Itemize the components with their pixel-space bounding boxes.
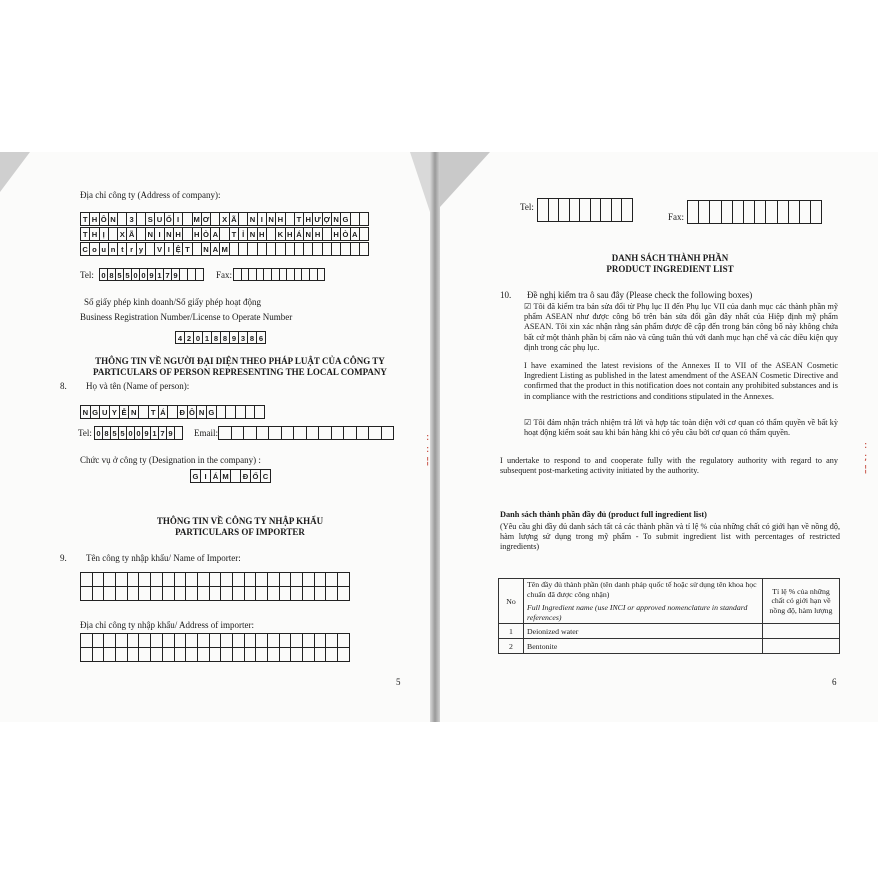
tel2-label: Tel: <box>78 428 92 438</box>
license-number-field[interactable] <box>175 331 265 344</box>
char-cell: Ễ <box>119 405 130 419</box>
char-cell: 3 <box>238 331 248 344</box>
char-cell: N <box>201 242 211 256</box>
char-cell: I <box>154 227 164 241</box>
fax-label: Fax: <box>216 270 233 280</box>
char-cell: 1 <box>150 426 159 440</box>
char-cell: Á <box>294 227 304 241</box>
char-cell: 8 <box>220 331 230 344</box>
char-cell: S <box>145 212 155 226</box>
char-cell: 5 <box>115 268 124 281</box>
char-cell: 0 <box>99 268 108 281</box>
char-cell: X <box>117 227 127 241</box>
char-cell: y <box>136 242 146 256</box>
char-cell: M <box>219 242 229 256</box>
char-cell: 0 <box>193 331 203 344</box>
char-cell: T <box>80 227 90 241</box>
char-cell: 0 <box>139 268 148 281</box>
table-row <box>499 624 840 639</box>
fax-field[interactable] <box>233 268 324 281</box>
char-cell <box>231 426 245 440</box>
char-cell <box>195 268 204 281</box>
char-cell: T <box>229 227 239 241</box>
license-label-en: Business Registration Number/License to Operate Number <box>80 312 293 322</box>
char-cell <box>254 405 265 419</box>
char-cell: 3 <box>126 212 136 226</box>
char-cell <box>317 268 326 281</box>
char-cell <box>256 426 270 440</box>
importer-heading-en: PARTICULARS OF IMPORTER <box>175 527 305 537</box>
char-cell: 0 <box>134 426 143 440</box>
representative-heading-en: PARTICULARS OF PERSON REPRESENTING THE LOCAL COMPANY <box>93 367 387 377</box>
designation-label: Chức vụ ở công ty (Designation in the company) : <box>80 455 261 465</box>
char-cell: A <box>210 242 220 256</box>
char-cell <box>359 242 369 256</box>
person-tel-field[interactable] <box>94 426 182 440</box>
char-cell: H <box>89 227 99 241</box>
char-cell: o <box>89 242 99 256</box>
char-cell: 7 <box>158 426 167 440</box>
char-cell <box>381 426 395 440</box>
char-cell: Y <box>109 405 120 419</box>
row-ingredient-name: Deionized water <box>524 624 763 639</box>
char-cell: G <box>206 405 217 419</box>
char-cell: r <box>126 242 136 256</box>
right-tel-label: Tel: <box>520 202 534 212</box>
table-row <box>499 639 840 654</box>
char-cell: Ỉ <box>238 227 248 241</box>
char-cell: C <box>260 469 271 483</box>
char-cell: H <box>285 227 295 241</box>
char-cell: n <box>108 242 118 256</box>
char-cell <box>331 426 345 440</box>
char-cell: N <box>247 212 257 226</box>
char-cell: 8 <box>247 331 257 344</box>
char-cell: H <box>89 212 99 226</box>
char-cell: Ò <box>340 227 350 241</box>
char-cell: N <box>196 405 207 419</box>
char-cell: 4 <box>175 331 185 344</box>
char-cell: 9 <box>166 426 175 440</box>
char-cell: U <box>154 212 164 226</box>
col-pct-header: Tỉ lệ % của những chất có giới hạn về nồng độ, hàm lượng <box>763 579 840 624</box>
char-cell: G <box>90 405 101 419</box>
importer-address-row-2[interactable] <box>80 647 349 662</box>
representative-heading-vi: THÔNG TIN VỀ NGƯỜI ĐẠI DIỆN THEO PHÁP LUẬT CỦA CÔNG TY <box>95 356 385 366</box>
char-cell: H <box>275 212 285 226</box>
char-cell: N <box>108 212 118 226</box>
row-no: 1 <box>499 624 524 639</box>
address-row-3 <box>80 242 368 256</box>
char-cell <box>318 426 332 440</box>
license-label-vi: Số giấy phép kinh doanh/Số giấy phép hoạt động <box>84 297 261 307</box>
char-cell: M <box>220 469 231 483</box>
char-cell: H <box>312 227 322 241</box>
ingredient-list-heading-en: PRODUCT INGREDIENT LIST <box>606 264 734 274</box>
char-cell: u <box>99 242 109 256</box>
right-page-shadow <box>440 152 520 212</box>
char-cell: N <box>266 212 276 226</box>
char-cell: Đ <box>177 405 188 419</box>
char-cell <box>293 426 307 440</box>
col-name-header-en: Full Ingredient name (use INCI or approved nomenclature in standard references) <box>527 603 748 622</box>
designation-field[interactable] <box>190 469 270 483</box>
importer-heading-vi: THÔNG TIN VỀ CÔNG TY NHẬP KHẨU <box>156 516 324 526</box>
char-cell <box>368 426 382 440</box>
item-10-number: 10. <box>500 290 512 300</box>
char-cell <box>337 572 350 587</box>
char-cell: Á <box>210 469 221 483</box>
char-cell <box>359 227 369 241</box>
stamp-mark-left: : : ¦ <box>426 432 430 467</box>
row-percentage[interactable] <box>763 624 840 639</box>
char-cell: H <box>303 212 313 226</box>
char-cell: K <box>275 227 285 241</box>
char-cell: I <box>164 242 174 256</box>
char-cell: H <box>257 227 267 241</box>
ingredient-table <box>498 578 840 654</box>
row-ingredient-name: Bentonite <box>524 639 763 654</box>
char-cell: 8 <box>211 331 221 344</box>
char-cell: T <box>294 212 304 226</box>
importer-address-row-1[interactable] <box>80 633 349 648</box>
char-cell <box>337 586 350 601</box>
char-cell: Ố <box>250 469 261 483</box>
ingredient-list-heading-vi: DANH SÁCH THÀNH PHẦN <box>611 253 729 263</box>
char-cell: Ã <box>229 212 239 226</box>
char-cell: 1 <box>202 331 212 344</box>
char-cell: Ã <box>126 227 136 241</box>
char-cell: 9 <box>171 268 180 281</box>
char-cell: 0 <box>131 268 140 281</box>
char-cell: Ị <box>99 227 109 241</box>
char-cell: N <box>164 227 174 241</box>
char-cell: X <box>219 212 229 226</box>
importer-name-row-1[interactable] <box>80 572 349 587</box>
address-row-1 <box>80 212 368 226</box>
full-list-heading: Danh sách thành phần đầy đủ (product full ingredient list) <box>500 510 707 519</box>
table-header-row <box>499 579 840 624</box>
char-cell: M <box>192 212 202 226</box>
email-label: Email: <box>194 428 218 438</box>
person-name-label: Họ và tên (Name of person): <box>86 381 190 391</box>
person-email-field[interactable] <box>218 426 393 440</box>
char-cell: 8 <box>107 268 116 281</box>
char-cell: H <box>331 227 341 241</box>
char-cell: Ơ <box>201 212 211 226</box>
char-cell: T <box>148 405 159 419</box>
char-cell <box>218 426 232 440</box>
person-name-field[interactable] <box>80 405 264 419</box>
char-cell: N <box>303 227 313 241</box>
char-cell: 5 <box>123 268 132 281</box>
char-cell: 6 <box>256 331 266 344</box>
char-cell: G <box>190 469 201 483</box>
char-cell: N <box>128 405 139 419</box>
char-cell: Ố <box>164 212 174 226</box>
char-cell: 9 <box>147 268 156 281</box>
char-cell <box>343 426 357 440</box>
char-cell <box>174 426 183 440</box>
char-cell: 9 <box>229 331 239 344</box>
char-cell <box>306 426 320 440</box>
char-cell: I <box>173 212 183 226</box>
col-no-header: No <box>499 579 524 624</box>
char-cell: N <box>247 227 257 241</box>
page-number-right: 6 <box>832 677 837 687</box>
right-fax-field[interactable] <box>687 200 821 224</box>
char-cell <box>243 426 257 440</box>
char-cell <box>621 198 633 222</box>
char-cell: Ô <box>187 405 198 419</box>
char-cell <box>281 426 295 440</box>
tel-label: Tel: <box>80 270 94 280</box>
char-cell: Ò <box>201 227 211 241</box>
row-percentage[interactable] <box>763 639 840 654</box>
char-cell <box>810 200 822 224</box>
row-no: 2 <box>499 639 524 654</box>
item-9-number: 9. <box>60 553 67 563</box>
char-cell <box>359 212 369 226</box>
importer-name-row-2[interactable] <box>80 586 349 601</box>
char-cell: 0 <box>94 426 103 440</box>
statement-en-1: I have examined the latest revisions of the Annexes II to VII of the ASEAN Cosmetic Ingredient Listing as published in the latest amendment of the ASEAN Cosmetic Directive and confirmed that the product in this notification does not contain any prohibited substances and is in compliance with the restrictions and conditions stipulated in the Annexes. <box>524 361 838 401</box>
full-list-note: (Yêu cầu ghi đầy đủ danh sách tất cả các thành phần và tỉ lệ % của những chất có giới hạn về nồng độ, hàm lượng sử dụng trong mỹ phẩm - To submit ingredient list with percentages of restricted ingredients) <box>500 522 840 552</box>
char-cell: Ô <box>99 212 109 226</box>
char-cell: T <box>80 212 90 226</box>
char-cell: N <box>145 227 155 241</box>
char-cell: 8 <box>102 426 111 440</box>
char-cell: 0 <box>126 426 135 440</box>
char-cell: N <box>80 405 91 419</box>
tel-field[interactable] <box>99 268 203 281</box>
char-cell: 1 <box>155 268 164 281</box>
item-8-number: 8. <box>60 381 67 391</box>
char-cell: A <box>350 227 360 241</box>
char-cell: Á <box>158 405 169 419</box>
char-cell <box>356 426 370 440</box>
char-cell: H <box>173 227 183 241</box>
importer-address-label: Địa chỉ công ty nhập khẩu/ Address of importer: <box>80 620 254 630</box>
char-cell: I <box>200 469 211 483</box>
col-name-header-vi: Tên đầy đủ thành phần (tên danh pháp quốc tế hoặc sử dụng tên khoa học chuẩn đã được công nhận) <box>527 580 757 599</box>
char-cell: Ệ <box>173 242 183 256</box>
char-cell: 5 <box>110 426 119 440</box>
address-row-2 <box>80 227 368 241</box>
right-tel-field[interactable] <box>537 198 632 222</box>
char-cell: T <box>182 242 192 256</box>
char-cell: V <box>154 242 164 256</box>
stamp-mark-right: : ; ¦ <box>864 440 868 475</box>
char-cell <box>337 647 350 662</box>
char-cell: G <box>340 212 350 226</box>
char-cell: C <box>80 242 90 256</box>
char-cell: t <box>117 242 127 256</box>
col-name-header <box>524 579 763 624</box>
checkbox-statement-vi-1[interactable]: ☑ Tôi đã kiểm tra bản sửa đổi từ Phụ lục II đến Phụ lục VII của danh mục các thành phần mỹ phẩm ASEAN như được công bố trên bản sửa đổi gần đây nhất của Hiệp định mỹ phẩm ASEAN. Tôi xin xác nhận rằng sản phẩm được đề cập đến trong bản công bố này không chứa bất cứ một thành phần bị cấm nào và cũng tuân thủ với danh mục hạn chế và các điều kiện quy định trong các phụ lục. <box>524 302 838 352</box>
char-cell: U <box>99 405 110 419</box>
char-cell: A <box>210 227 220 241</box>
address-label: Địa chỉ công ty (Address of company): <box>80 190 221 200</box>
char-cell: Ư <box>312 212 322 226</box>
checkbox-statement-vi-2[interactable]: ☑ Tôi đảm nhận trách nhiệm trả lời và hợp tác toàn diện với cơ quan có thẩm quyền về bất kỳ hoạt động kiểm soát sau khi bán hàng khi có yêu cầu bởi cơ quan có thẩm quyền. <box>524 418 838 438</box>
char-cell: 5 <box>118 426 127 440</box>
char-cell: 9 <box>142 426 151 440</box>
importer-name-label: Tên công ty nhập khẩu/ Name of Importer: <box>86 553 241 563</box>
char-cell: Đ <box>240 469 251 483</box>
page-number-left: 5 <box>396 677 401 687</box>
char-cell <box>337 633 350 648</box>
right-fax-label: Fax: <box>668 212 685 222</box>
char-cell: N <box>331 212 341 226</box>
char-cell <box>268 426 282 440</box>
char-cell: 2 <box>184 331 194 344</box>
char-cell: H <box>192 227 202 241</box>
char-cell: Ợ <box>322 212 332 226</box>
char-cell: I <box>257 212 267 226</box>
statement-en-2: I undertake to respond to and cooperate fully with the regulatory authority with regard to any subsequent post-marketing activity initiated by the authority. <box>500 456 838 476</box>
check-boxes-label: Đề nghị kiểm tra ô sau đây (Please check the following boxes) <box>527 290 753 300</box>
char-cell: 7 <box>163 268 172 281</box>
